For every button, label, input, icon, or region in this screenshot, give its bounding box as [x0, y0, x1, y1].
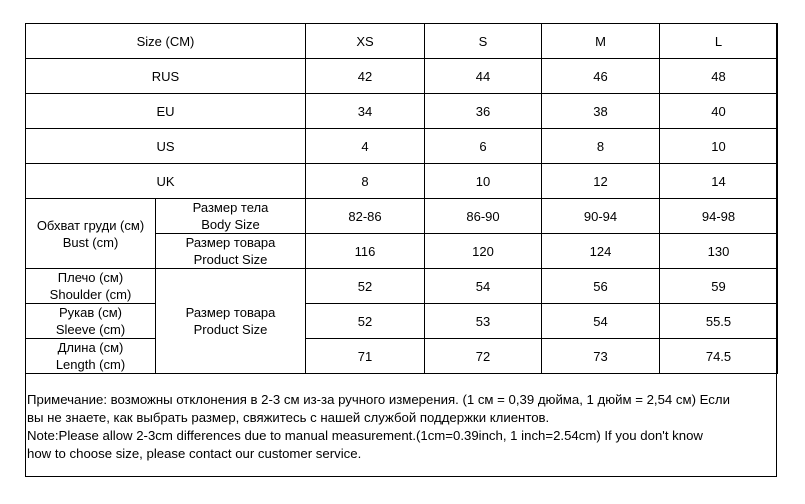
table-cell: 54	[542, 304, 660, 339]
header-label: Size (CM)	[26, 24, 306, 59]
table-cell: 116	[306, 234, 425, 269]
product-size-label-en: Product Size	[193, 252, 268, 267]
bust-label-ru: Обхват груди (см)	[36, 217, 145, 233]
table-cell: 54	[425, 269, 542, 304]
size-xs: XS	[306, 24, 425, 59]
bust-label-en: Bust (cm)	[62, 234, 119, 250]
sleeve-label-ru: Рукав (см)	[59, 305, 122, 320]
table-cell: 8	[542, 129, 660, 164]
table-row-bust-body	[26, 199, 778, 234]
table-cell: 6	[425, 129, 542, 164]
note-en-line1: Note:Please allow 2-3cm differences due to manual measurement.(1cm=0.39inch, 1 inch=2.54cm) If you don't know	[27, 428, 703, 443]
table-cell: 48	[660, 59, 778, 94]
sleeve-label-en: Sleeve (cm)	[55, 322, 126, 337]
table-row-rus	[26, 59, 778, 94]
product-group-label	[156, 269, 306, 374]
table-cell: 40	[660, 94, 778, 129]
size-l: L	[660, 24, 778, 59]
product-group-label-en: Product Size	[193, 322, 268, 337]
table-cell: 42	[306, 59, 425, 94]
table-row-shoulder	[26, 269, 778, 304]
product-size-label	[156, 234, 306, 269]
table-cell: 4	[306, 129, 425, 164]
table-cell: 53	[425, 304, 542, 339]
row-label: EU	[26, 94, 306, 129]
note-ru-line1: Примечание: возможны отклонения в 2-3 см из-за ручного измерения. (1 см = 0,39 дюйма, 1 дюйм = 2,54 см) Если	[27, 392, 730, 407]
table-cell: 72	[425, 339, 542, 374]
row-label: US	[26, 129, 306, 164]
row-label: RUS	[26, 59, 306, 94]
size-m: M	[542, 24, 660, 59]
table-row-length	[26, 339, 778, 374]
table-row-us	[26, 129, 778, 164]
sleeve-label	[26, 304, 156, 339]
product-group-label-ru: Размер товара	[185, 305, 276, 320]
length-label-en: Length (cm)	[55, 357, 126, 372]
table-cell: 120	[425, 234, 542, 269]
body-size-label-ru: Размер тела	[192, 200, 269, 215]
table-cell: 82-86	[306, 199, 425, 234]
table-cell: 12	[542, 164, 660, 199]
size-chart-table	[25, 23, 778, 374]
table-cell: 38	[542, 94, 660, 129]
table-cell: 90-94	[542, 199, 660, 234]
measurement-note	[27, 391, 775, 463]
table-row-uk	[26, 164, 778, 199]
table-cell: 59	[660, 269, 778, 304]
header-row	[26, 24, 778, 59]
table-cell: 55.5	[660, 304, 778, 339]
table-row-sleeve	[26, 304, 778, 339]
table-cell: 86-90	[425, 199, 542, 234]
table-cell: 8	[306, 164, 425, 199]
table-cell: 124	[542, 234, 660, 269]
table-cell: 71	[306, 339, 425, 374]
body-size-label-en: Body Size	[201, 217, 260, 232]
note-ru-line2: вы не знаете, как выбрать размер, свяжитесь с нашей службой поддержки клиентов.	[27, 410, 550, 425]
product-size-label-ru: Размер товара	[185, 235, 276, 250]
table-cell: 34	[306, 94, 425, 129]
table-cell: 52	[306, 269, 425, 304]
note-en-line2: how to choose size, please contact our customer service.	[27, 446, 362, 461]
shoulder-label-en: Shoulder (cm)	[49, 287, 132, 302]
table-cell: 94-98	[660, 199, 778, 234]
size-s: S	[425, 24, 542, 59]
shoulder-label	[26, 269, 156, 304]
table-cell: 46	[542, 59, 660, 94]
row-label: UK	[26, 164, 306, 199]
table-cell: 10	[425, 164, 542, 199]
length-label	[26, 339, 156, 374]
table-cell: 44	[425, 59, 542, 94]
table-cell: 74.5	[660, 339, 778, 374]
table-cell: 14	[660, 164, 778, 199]
table-row-eu	[26, 94, 778, 129]
table-cell: 56	[542, 269, 660, 304]
body-size-label	[156, 199, 306, 234]
length-label-ru: Длина (см)	[57, 340, 124, 355]
bust-label	[26, 199, 156, 269]
table-cell: 130	[660, 234, 778, 269]
shoulder-label-ru: Плечо (см)	[57, 270, 124, 285]
table-cell: 73	[542, 339, 660, 374]
table-cell: 52	[306, 304, 425, 339]
table-cell: 10	[660, 129, 778, 164]
table-cell: 36	[425, 94, 542, 129]
